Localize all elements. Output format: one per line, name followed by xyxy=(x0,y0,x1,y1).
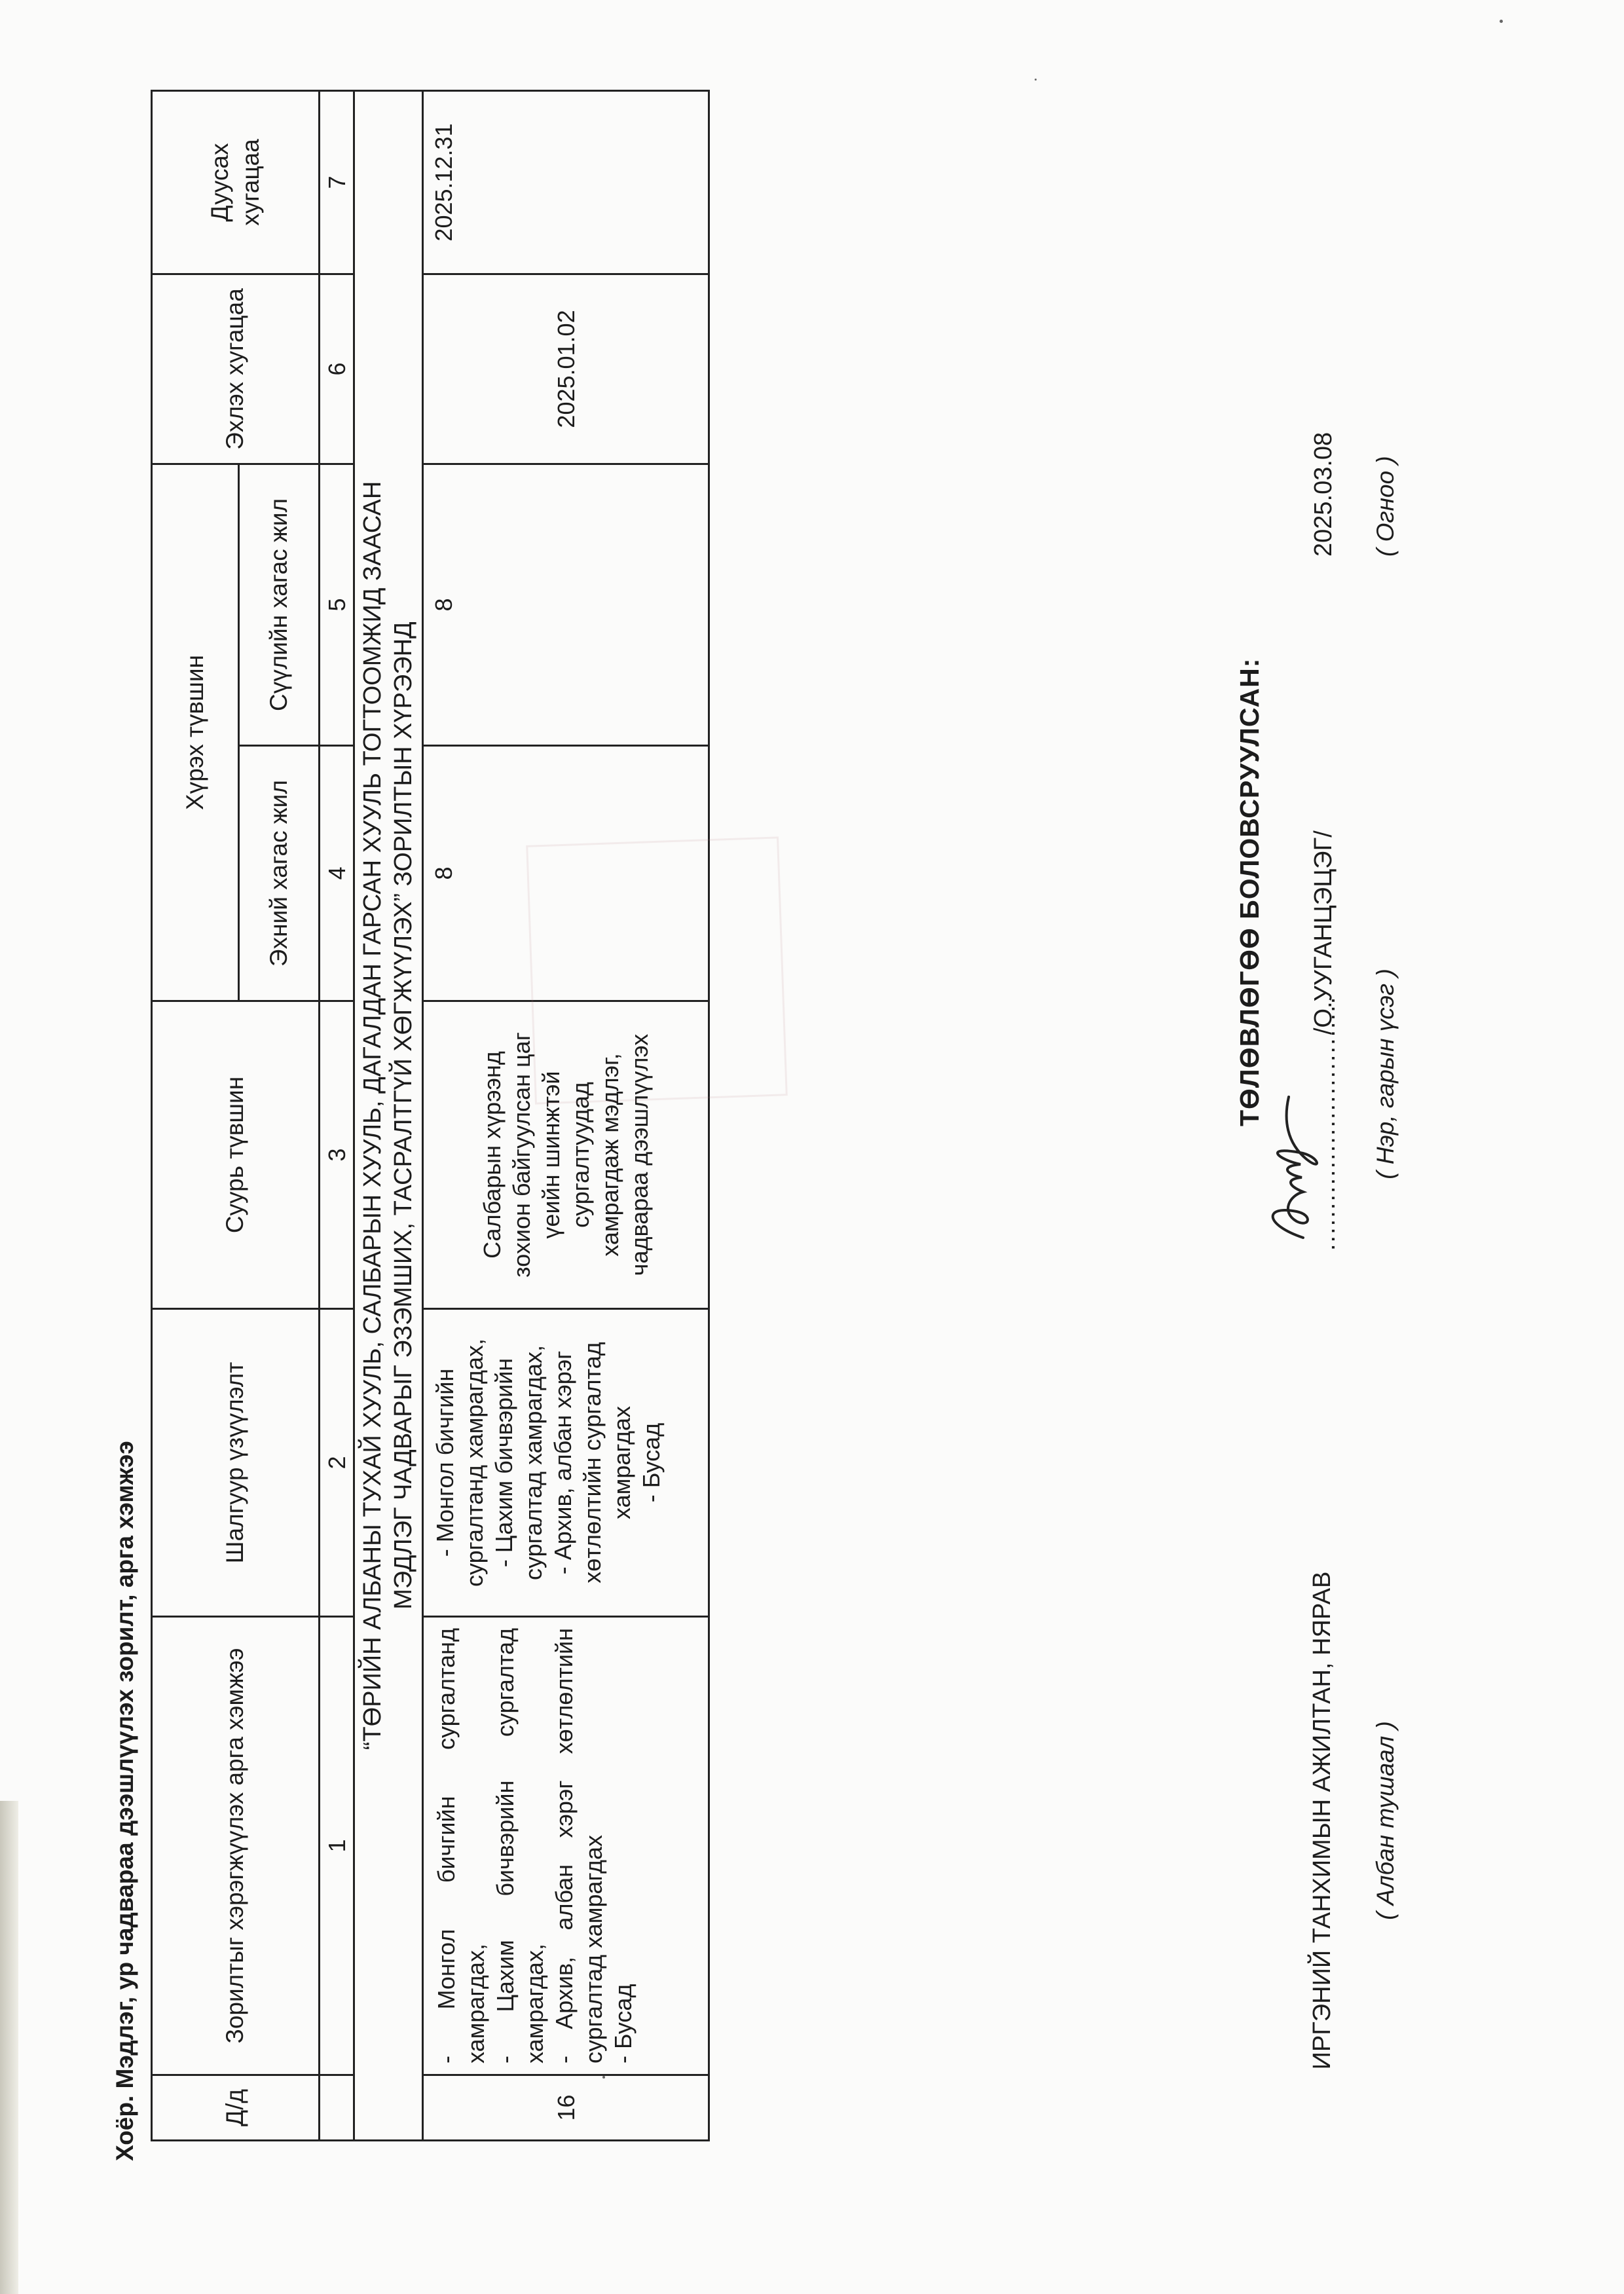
header-start-date: Эхлэх хугацаа xyxy=(152,274,320,464)
criteria-item: - Архив, албан хэрэг хөтлөлтийн сургалтад хамрагдах xyxy=(549,1342,635,1583)
header-methods: Зорилтыг хэрэгжүүлэх арга хэмжээ xyxy=(152,1617,320,2075)
header-target-level: Хүрэх түвшин xyxy=(152,464,239,1001)
header-base-level: Суурь түвшин xyxy=(152,1001,320,1309)
table-row xyxy=(423,90,709,2140)
column-number: 4 xyxy=(320,746,354,1001)
criteria-item: - Бусад xyxy=(638,1422,665,1503)
header-index: Д/д xyxy=(152,2075,320,2141)
column-number: 5 xyxy=(320,464,354,745)
section-heading: Хоёр. Мэдлэг, ур чадвараа дээшлүүлэх зорилт, арга хэмжээ xyxy=(111,1441,138,2161)
header-criteria: Шалгуур үзүүлэлт xyxy=(152,1309,320,1617)
signer-name-caption: ( Нэр, гарын үсэг ) xyxy=(1372,969,1399,1179)
rotated-document-sheet xyxy=(111,52,1552,2161)
section-title xyxy=(354,90,423,2140)
scan-edge-shadow xyxy=(0,1801,18,2294)
signature-date: 2025.03.08 xyxy=(1310,432,1337,557)
column-number: 3 xyxy=(320,1001,354,1309)
signature-date-caption: ( Огноо ) xyxy=(1372,456,1399,557)
signer-name: /О.УУГАНЦЭЦЭГ/ xyxy=(1310,830,1337,1035)
header-first-half: Эхний хагас жил xyxy=(239,746,320,1001)
scan-speck xyxy=(1500,20,1503,23)
row-start-date: 2025.01.02 xyxy=(423,274,709,464)
column-number: 1 xyxy=(320,1617,354,2075)
criteria-item: - Цахим бичвэрийн сургалтад хамрагдах, xyxy=(490,1344,547,1581)
header-second-half: Сүүлийн хагас жил xyxy=(239,464,320,745)
column-number-blank xyxy=(320,2075,354,2141)
signer-position: ИРГЭНИЙ ТАНХИМЫН АЖИЛТАН, НЯРАВ xyxy=(1308,1571,1336,2070)
method-item: - Монгол бичгийн сургалтанд хамрагдах, xyxy=(433,1628,489,2063)
plan-table xyxy=(151,90,710,2141)
column-number: 6 xyxy=(320,274,354,464)
section-title-line: МЭДЛЭГ ЧАДВАРЫГ ЭЗЭМШИХ, ТАСРАЛТГҮЙ ХӨГЖҮҮЛЭХ” ЗОРИЛТЫН ХҮРЭЭНД xyxy=(390,621,417,1610)
row-methods xyxy=(423,1617,709,2075)
method-item: - Цахим бичвэрийн сургалтад хамрагдах, xyxy=(492,1628,548,2063)
column-number-row xyxy=(320,90,354,2140)
header-row xyxy=(152,90,239,2140)
column-number: 2 xyxy=(320,1309,354,1617)
row-end-date: 2025.12.31 xyxy=(423,90,709,274)
section-title-row xyxy=(354,90,423,2140)
method-item: - Бусад xyxy=(610,1984,637,2063)
method-item: - Архив, албан хэрэг хөтлөлтийн сургалтад хамрагдах xyxy=(551,1628,607,2063)
row-index: 16 xyxy=(423,2075,709,2141)
column-number: 7 xyxy=(320,90,354,274)
header-end-date: Дуусах хугацаа xyxy=(152,90,320,274)
signature-line: ............................... xyxy=(1313,995,1340,1251)
section-title-line: “ТӨРИЙН АЛБАНЫ ТУХАЙ ХУУЛЬ, САЛБАРЫН ХУУЛЬ, ДАГАЛДАН ГАРСАН ХУУЛЬ ТОГТООМЖИД ЗААСАН xyxy=(358,481,386,1750)
faded-stamp-trace xyxy=(526,836,788,1104)
row-second-half: 8 xyxy=(423,464,709,745)
row-base-level: Салбарын хүрээнд зохион байгуулсан цаг үеийн шинжтэй сургалтуудад хамрагдаж мэдлэг, чадвараа дээшлүүлэх xyxy=(423,1001,709,1309)
signature-title: ТӨЛӨВЛӨГӨӨ БОЛОВСРУУЛСАН: xyxy=(1234,657,1264,1126)
row-first-half: 8 xyxy=(423,746,709,1001)
criteria-item: - Монгол бичгийн сургалтанд хамрагдах, xyxy=(432,1339,488,1587)
signer-position-caption: ( Албан тушаал ) xyxy=(1372,1721,1399,1920)
row-criteria xyxy=(423,1309,709,1617)
